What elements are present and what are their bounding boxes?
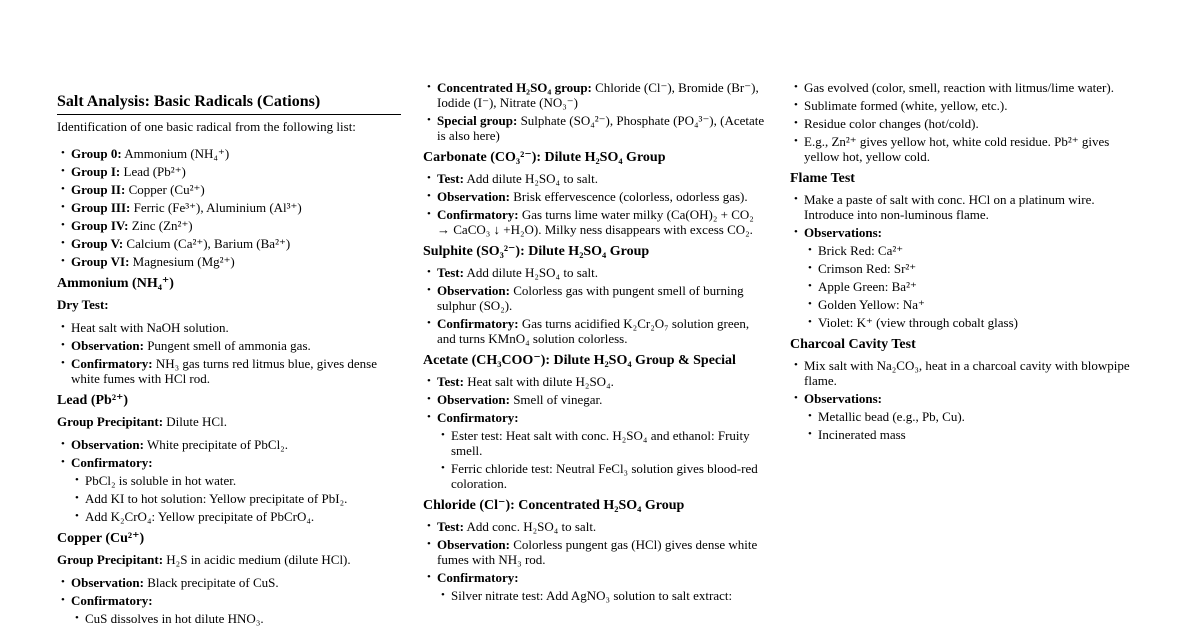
list-item: • Violet: K⁺ (view through cobalt glass) <box>804 315 1140 330</box>
list-item: • Observation: Colorless pungent gas (HCl) gives dense white fumes with NH₃ rod. <box>423 537 769 567</box>
flame-test-heading: Flame Test <box>790 171 855 186</box>
list-item: • Mix salt with Na₂CO₃, heat in a charcoal cavity with blowpipe flame. <box>790 358 1140 388</box>
list-item: • CuS dissolves in hot dilute HNO₃. <box>71 611 401 626</box>
copper-heading: Copper (Cu²⁺) <box>57 531 145 546</box>
list-item: • Observation: Colorless gas with pungent smell of burning sulphur (SO₂). <box>423 283 769 313</box>
ammonium-heading: Ammonium (NH₄⁺) <box>57 276 174 291</box>
list-item: • Apple Green: Ba²⁺ <box>804 279 1140 294</box>
list-item: • Concentrated H₂SO₄ group: Chloride (Cl⁻), Bromide (Br⁻), Iodide (I⁻), Nitrate (NO₃⁻) <box>423 80 769 110</box>
list-item: • Sublimate formed (white, yellow, etc.). <box>790 98 1140 113</box>
list-item: • Test: Add dilute H₂SO₄ to salt. <box>423 171 769 186</box>
list-item: • Golden Yellow: Na⁺ <box>804 297 1140 312</box>
lead-heading: Lead (Pb²⁺) <box>57 393 129 408</box>
list-item: • Residue color changes (hot/cold). <box>790 116 1140 131</box>
list-item: • Group I: Lead (Pb²⁺) <box>57 164 401 179</box>
list-item: • Group III: Ferric (Fe³⁺), Aluminium (Al³⁺) <box>57 200 401 215</box>
sulphite-list <box>423 265 769 346</box>
list-item: • Make a paste of salt with conc. HCl on a platinum wire. Introduce into non-luminous flame. <box>790 192 1140 222</box>
list-item: • Heat salt with NaOH solution. <box>57 320 401 335</box>
acetate-heading: Acetate (CH₃COO⁻): Dilute H₂SO₄ Group & Special <box>423 353 736 368</box>
list-item: • Gas evolved (color, smell, reaction with litmus/lime water). <box>790 80 1140 95</box>
list-item: • Confirmatory: Gas turns acidified K₂Cr₂O₇ solution green, and turns KMnO₄ solution colorless. <box>423 316 769 346</box>
charcoal-test-heading: Charcoal Cavity Test <box>790 337 916 352</box>
list-item: • Incinerated mass <box>804 427 1140 442</box>
list-item: • Group V: Calcium (Ca²⁺), Barium (Ba²⁺) <box>57 236 401 251</box>
list-item: • Add K₂CrO₄: Yellow precipitate of PbCrO₄. <box>71 509 401 524</box>
list-item: • Ferric chloride test: Neutral FeCl₃ solution gives blood-red coloration. <box>437 461 769 491</box>
list-item: • Confirmatory: • Silver nitrate test: Add AgNO₃ solution to salt extract: <box>423 570 769 603</box>
lead-precipitant: Group Precipitant: Dilute HCl. <box>57 414 227 429</box>
flame-observations-list <box>804 243 1140 330</box>
list-item: • PbCl₂ is soluble in hot water. <box>71 473 401 488</box>
list-item: • Test: Heat salt with dilute H₂SO₄. <box>423 374 769 389</box>
dry-test-subheading: Dry Test: <box>57 297 109 312</box>
list-item: • Observation: White precipitate of PbCl₂. <box>57 437 401 452</box>
list-item: • Confirmatory: Gas turns lime water milky (Ca(OH)₂ + CO₂ → CaCO₃ ↓ +H₂O). Milky ness disappears with excess CO₂. <box>423 207 769 237</box>
group-list <box>57 146 401 269</box>
list-item: • Group IV: Zinc (Zn²⁺) <box>57 218 401 233</box>
list-item: • Add KI to hot solution: Yellow precipitate of PbI₂. <box>71 491 401 506</box>
intro-text: Identification of one basic radical from the following list: <box>57 119 356 134</box>
list-item: • Metallic bead (e.g., Pb, Cu). <box>804 409 1140 424</box>
carbonate-list <box>423 171 769 237</box>
flame-test-list <box>790 192 1140 330</box>
chloride-heading: Chloride (Cl⁻): Concentrated H₂SO₄ Group <box>423 498 685 513</box>
copper-list <box>57 575 401 626</box>
anion-groups-list <box>423 80 769 143</box>
dry-heating-list <box>790 80 1140 164</box>
list-item: • Confirmatory: • CuS dissolves in hot dilute HNO₃. <box>57 593 401 626</box>
list-item: • Observation: Pungent smell of ammonia gas. <box>57 338 401 353</box>
list-item: • Observation: Brisk effervescence (colorless, odorless gas). <box>423 189 769 204</box>
list-item: • Observation: Black precipitate of CuS. <box>57 575 401 590</box>
list-item: • Confirmatory: NH₃ gas turns red litmus blue, gives dense white fumes with HCl rod. <box>57 356 401 386</box>
ammonium-list <box>57 320 401 386</box>
list-item: • Group II: Copper (Cu²⁺) <box>57 182 401 197</box>
chloride-list <box>423 519 769 603</box>
column-2 <box>423 80 769 606</box>
list-item: • Observations: • Metallic bead (e.g., Pb, Cu). • Incinerated mass <box>790 391 1140 442</box>
list-item: • E.g., Zn²⁺ gives yellow hot, white cold residue. Pb²⁺ gives yellow hot, yellow cold. <box>790 134 1140 164</box>
lead-confirmatory-list <box>71 473 401 524</box>
list-item: • Brick Red: Ca²⁺ <box>804 243 1140 258</box>
list-item: • Observations: • Brick Red: Ca²⁺ • Crimson Red: Sr²⁺ • Apple Green: Ba²⁺ • Golden Yellow: Na⁺ • Violet: K⁺ (view through cobalt glass) <box>790 225 1140 330</box>
column-3 <box>790 80 1140 445</box>
list-item: • Group 0: Ammonium (NH₄⁺) <box>57 146 401 161</box>
chloride-confirmatory-list <box>437 588 769 603</box>
lead-list <box>57 437 401 524</box>
copper-confirmatory-list <box>71 611 401 626</box>
list-item: • Confirmatory: • Ester test: Heat salt with conc. H₂SO₄ and ethanol: Fruity smell. • Ferric chloride test: Neutral FeCl₃ solution gives blood-red coloration. <box>423 410 769 491</box>
column-1 <box>57 80 401 629</box>
list-item: • Silver nitrate test: Add AgNO₃ solution to salt extract: <box>437 588 769 603</box>
list-item: • Test: Add conc. H₂SO₄ to salt. <box>423 519 769 534</box>
list-item: • Ester test: Heat salt with conc. H₂SO₄ and ethanol: Fruity smell. <box>437 428 769 458</box>
page-title: Salt Analysis: Basic Radicals (Cations) <box>57 92 401 115</box>
charcoal-test-list <box>790 358 1140 442</box>
acetate-list <box>423 374 769 491</box>
list-item: • Special group: Sulphate (SO₄²⁻), Phosphate (PO₄³⁻), (Acetate is also here) <box>423 113 769 143</box>
list-item: • Test: Add dilute H₂SO₄ to salt. <box>423 265 769 280</box>
acetate-confirmatory-list <box>437 428 769 491</box>
list-item: • Group VI: Magnesium (Mg²⁺) <box>57 254 401 269</box>
list-item: • Confirmatory: • PbCl₂ is soluble in hot water. • Add KI to hot solution: Yellow precipitate of PbI₂. • Add K₂CrO₄: Yellow precipitate of PbCrO₄. <box>57 455 401 524</box>
carbonate-heading: Carbonate (CO₃²⁻): Dilute H₂SO₄ Group <box>423 150 666 165</box>
sulphite-heading: Sulphite (SO₃²⁻): Dilute H₂SO₄ Group <box>423 244 650 259</box>
charcoal-observations-list <box>804 409 1140 442</box>
list-item: • Observation: Smell of vinegar. <box>423 392 769 407</box>
copper-precipitant: Group Precipitant: H₂S in acidic medium (dilute HCl). <box>57 552 351 567</box>
list-item: • Crimson Red: Sr²⁺ <box>804 261 1140 276</box>
